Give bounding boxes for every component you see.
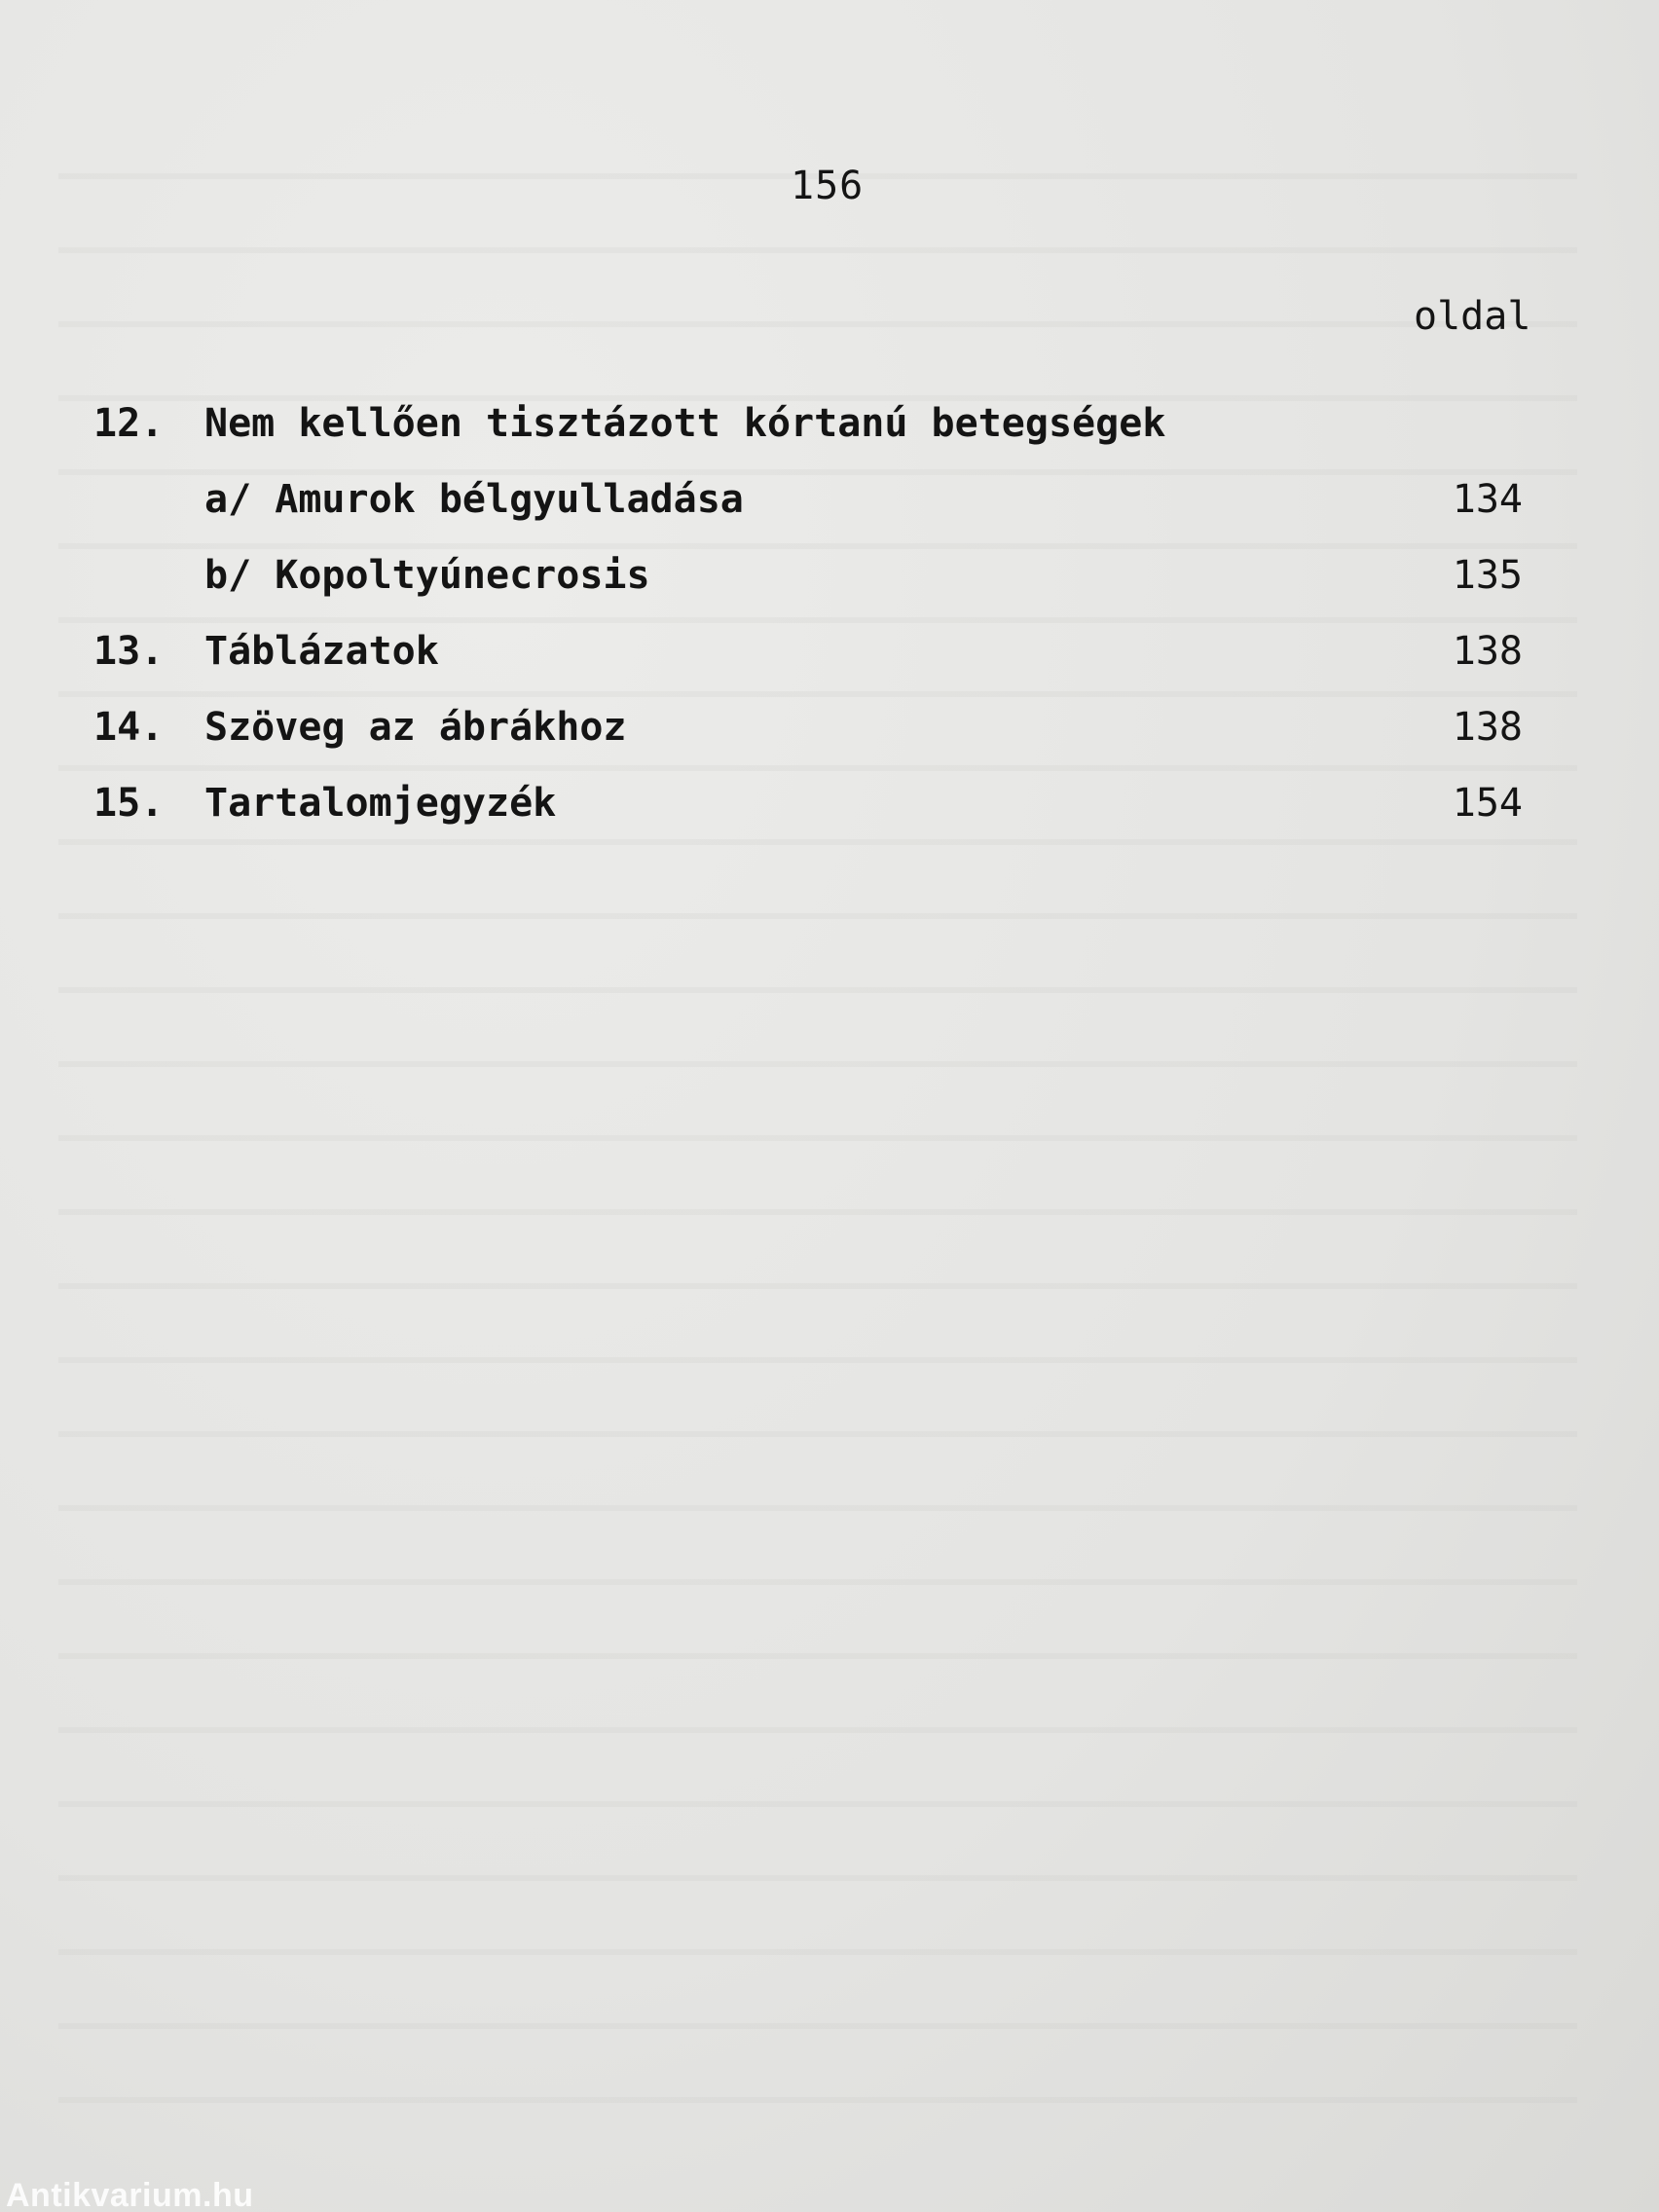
- toc-title: Szöveg az ábrákhoz: [204, 705, 627, 750]
- toc-number: 14.: [93, 705, 165, 750]
- watermark: Antikvarium.hu: [6, 2179, 254, 2212]
- toc-page: 134: [1452, 477, 1523, 522]
- toc-row: [0, 781, 1659, 839]
- toc-page: 135: [1452, 553, 1523, 598]
- toc-page: 138: [1452, 705, 1523, 750]
- page-number: 156: [791, 164, 865, 208]
- toc-number: 15.: [93, 781, 165, 826]
- toc-row: [0, 705, 1659, 763]
- toc-page: 138: [1452, 629, 1523, 674]
- toc-title: Nem kellően tisztázott kórtanú betegségek: [204, 401, 1166, 446]
- toc-number: 13.: [93, 629, 165, 674]
- toc-row: [0, 401, 1659, 460]
- toc-title: b/ Kopoltyúnecrosis: [204, 553, 650, 598]
- toc-title: Tartalomjegyzék: [204, 781, 557, 826]
- toc-title: Táblázatok: [204, 629, 439, 674]
- toc-row: [0, 629, 1659, 687]
- page-column-header: oldal: [1414, 294, 1531, 339]
- toc-title: a/ Amurok bélgyulladása: [204, 477, 744, 522]
- toc-row: [0, 477, 1659, 535]
- toc-row: [0, 553, 1659, 611]
- toc-number: 12.: [93, 401, 165, 446]
- toc-page: 154: [1452, 781, 1523, 826]
